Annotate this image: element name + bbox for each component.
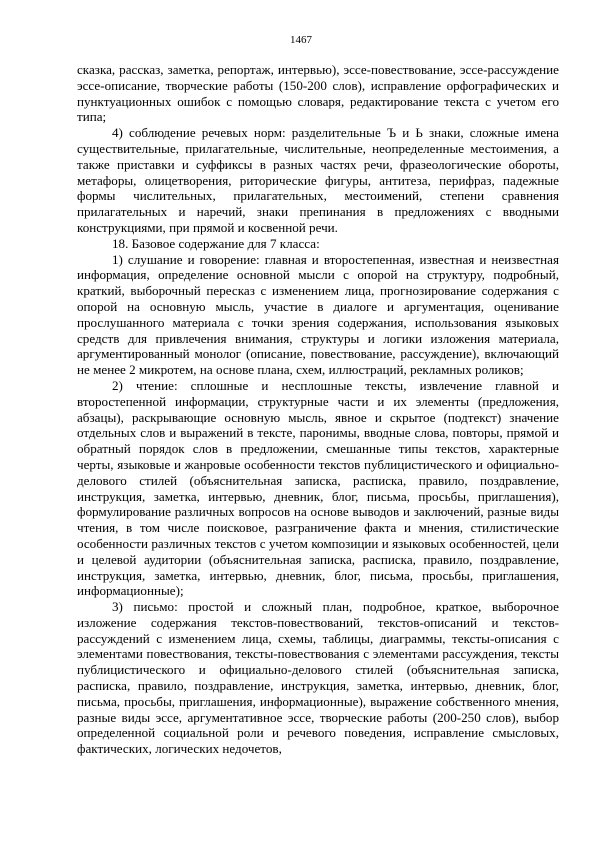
paragraph-section-heading: 18. Базовое содержание для 7 класса: [112, 235, 320, 251]
paragraph-writing: 3) письмо: простой и сложный план, подробное, краткое, выборочное изложение содержания текстов-повествований, текстов-описаний и текстов-рассуждений с изменением лица, схемы, таблицы, диаграммы, тексты-описания с элементами повествования, тексты-повествования с элементами рассуждения, тексты публицистического и официально-делового стилей (объяснительная записка, расписка, правило, поздравление, инструкция, заметка, интервью, дневник, блог, письма, просьбы, приглашения, информационные), выражение собственного мнения, разные виды эссе, аргументативное эссе, творческие работы (200-250 слов), выбор определенной социальной роли и речевого поведения, исправление смысловых, фактических, логических недочетов, [77, 599, 559, 757]
page-number: 1467 [290, 34, 312, 46]
paragraph-speech-norms: 4) соблюдение речевых норм: разделительные Ъ и Ь знаки, сложные имена существительные, прилагательные, числительные, неопределенные местоимения, а также приставки и суффиксы в разных частях речи, фразеологические обороты, метафоры, олицетворения, риторические фигуры, антитеза, перифраз, падежные формы числительных, прилагательных, местоимений, степени сравнения прилагательных и наречий, знаки препинания в предложениях с вводными конструкциями, при прямой и косвенной речи. [77, 125, 559, 235]
paragraph-listening-speaking: 1) слушание и говорение: главная и второстепенная, известная и неизвестная информация, определение основной мысли с опорой на структуру, подробный, краткий, выборочный пересказ с изменением лица, прогнозирование содержания с опорой на основную мысль, участие в диалоге и аргументация, оценивание прослушанного материала с точки зрения содержания, использования языковых средств для привлечения внимания, структуры и логики изложения материала, аргументированный монолог (описание, повествование, рассуждение), включающий не менее 2 микротем, на основе плана, схем, иллюстраций, рекламных роликов; [77, 251, 559, 378]
paragraph-reading: 2) чтение: сплошные и несплошные тексты, извлечение главной и второстепенной информации, структурные части и их элементы (предложения, абзацы), раскрывающие основную мысль, явное и скрытое (подтекст) значение отдельных слов и выражений в тексте, паронимы, вводные слова, повторы, прямой и обратный порядок слов в предложении, смешанные типы текстов, характерные черты, языковые и жанровые особенности текстов публицистического и официально-делового стилей (объяснительная записка, расписка, правило, поздравление, инструкция, заметка, интервью, дневник, блог, письма, просьбы, приглашения), формулирование различных вопросов на основе выводов и заключений, разные виды чтения, в том числе поисковое, разграничение факта и мнения, стилистические особенности различных текстов с учетом композиции и языковых особенностей, цели и целевой аудитории (объяснительная записка, расписка, правило, поздравление, инструкция, заметка, интервью, дневник, блог, письма, просьбы, приглашения, информационные); [77, 377, 559, 599]
document-body [77, 62, 559, 757]
paragraph-continuation: сказка, рассказ, заметка, репортаж, интервью), эссе-повествование, эссе-рассуждение эссе-описание, творческие работы (150-200 слов), исправление орфографических и пунктуационных ошибок с помощью словаря, редактирование текста с учетом его типа; [77, 62, 559, 125]
